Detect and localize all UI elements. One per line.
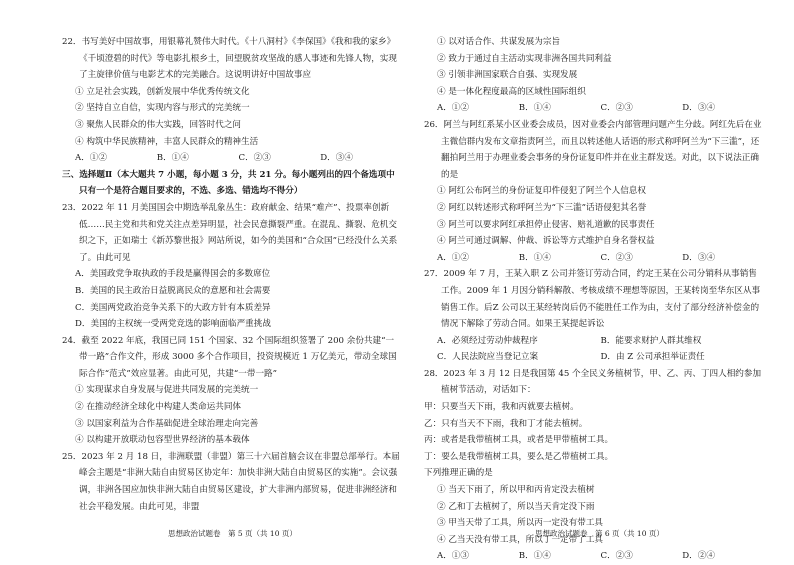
- q22-option-4: ④ 构筑中华民族精神，丰富人民群众的精神生活: [75, 136, 259, 147]
- q27-option-c: C．人民法院应当登记立案: [437, 352, 539, 363]
- page-footer-left: 思想政治试题卷 第 5 页（共 10 页）: [168, 529, 297, 538]
- q28-dialog-line-4: 丁：要么是我带植树工具，要么是乙带植树工具。: [424, 451, 614, 462]
- right-column: [424, 34, 764, 565]
- q23-option-a: A．美国政党争取执政的手段是赢得国会的多数席位: [75, 269, 271, 280]
- q23-option-c: C．美国两党政治竞争关系下的大政方针有本质差异: [75, 302, 271, 313]
- q25-option-4: ④ 是一体化程度最高的区域性国际组织: [437, 86, 586, 97]
- question-26-stem: 26．阿兰与阿红系某小区业委会成员，因对业委会内部管理问题产生分歧。阿红先后在业主微信群内发布文章指责阿兰，而且以转述他人话语的形式称呼阿兰为“下三滥”，还翻拍阿兰用于办理业委会事务的身份证复印件并在业主群发送。对此，以下说法正确的是: [424, 119, 762, 180]
- q24-option-1: ① 实现谋求自身发展与促进共同发展的完美统一: [75, 385, 259, 396]
- q28-option-1: ① 当天下雨了，所以甲和丙肯定没去植树: [437, 485, 595, 496]
- question-27-stem: 27．2009 年 7 月，王某入职 Z 公司并签订劳动合同，约定王某在公司分销科从事销售工作。2009 年 1 月因分销科解散、考核成绩不理想等原因，王某转岗至华东区从事销售工作。后Z 公司以王某经转岗后仍不能胜任工作为由，支付了部分经济补偿金的情况下解除了劳动合同。如果王某提起诉讼: [424, 269, 761, 330]
- question-22-stem: 22．书写美好中国故事，用银幕礼赞伟大时代。《十八洞村》《李保国》《我和我的家乡》《千顷澄碧的时代》等电影扎根乡土，回望脱贫攻坚战的感人事迹和先锋人物，实现了主旋律价值与电影艺术的完美融合。这说明讲好中国故事应: [62, 37, 397, 81]
- q25-option-3: ③ 引领非洲国家联合自强、实现发展: [437, 70, 578, 81]
- q22-option-2: ② 坚持自立自信，实现内容与形式的完美统一: [75, 103, 250, 114]
- q27-option-row-2: [424, 349, 764, 366]
- q22-option-3: ③ 聚焦人民群众的伟大实践，回答时代之问: [75, 119, 242, 130]
- q28-answer-row: [424, 548, 764, 565]
- q22-answer-d: D．③④: [320, 153, 353, 164]
- q27-option-row-1: [424, 333, 764, 350]
- q26-option-3: ③ 阿兰可以要求阿红承担停止侵害、赔礼道歉的民事责任: [437, 219, 655, 230]
- q27-option-a: A．必须经过劳动仲裁程序: [437, 335, 538, 346]
- q23-option-b: B．美国的民主政治日益脱离民众的意愿和社会需要: [75, 285, 271, 296]
- q26-option-4: ④ 阿兰可通过调解、仲裁、诉讼等方式维护自身名誉权益: [437, 236, 655, 247]
- q25-answer-c: C．②③: [600, 103, 633, 114]
- q26-option-1: ① 阿红公布阿兰的身份证复印件侵犯了阿兰个人信息权: [437, 186, 646, 197]
- q28-dialog-line-1: 甲：只要当天下雨，我和丙就要去植树。: [424, 402, 579, 413]
- question-24-stem: 24．截至 2022 年底，我国已同 151 个国家、32 个国际组织签署了 200 余份共建“一带一路”合作文件，形成 3000 多个合作项目，投资规模近 1 万亿美元，带动全球国际合作“范式”效应显著。由此可见，共建“一带一路”: [62, 335, 397, 379]
- q28-dialog-line-2: 乙：只有当天不下雨，我和丁才能去植树。: [424, 418, 588, 429]
- q24-option-2: ② 在推动经济全球化中构建人类命运共同体: [75, 402, 242, 413]
- left-column: [62, 34, 402, 515]
- q22-answer-a: A．①②: [75, 153, 107, 164]
- q23-option-d: D．美国的主权统一受两党竞选的影响面临严重挑战: [75, 319, 271, 330]
- question-28-stem: 28．2023 年 3 月 12 日是我国第 45 个全民义务植树节，甲、乙、丙、丁四人相约参加植树节活动，对话如下：: [424, 368, 762, 396]
- q28-answer-b: B．①④: [518, 551, 551, 562]
- q28-answer-a: A．①③: [437, 551, 469, 562]
- q22-answer-b: B．①④: [156, 153, 189, 164]
- question-25-stem: 25．2023 年 2 月 18 日，非洲联盟（非盟）第三十六届首脑会议在非盟总部举行。本届峰会主题是“非洲大陆自由贸易区协定年：加快非洲大陆自由贸易区的实施”。会议强调，非洲各国应加快非洲大陆自由贸易区建设，扩大非洲内部贸易，促进非洲经济和社会平稳发展。由此可见，非盟: [62, 451, 400, 512]
- q26-answer-c: C．②③: [600, 252, 633, 263]
- q28-option-3: ③ 甲当天带了工具，所以丙一定没有带工具: [437, 518, 604, 529]
- q25-answer-d: D．③④: [682, 103, 715, 114]
- q26-answer-row: [424, 250, 764, 267]
- q28-answer-c: C．②③: [600, 551, 633, 562]
- q25-option-1: ① 以对话合作、共谋发展为宗旨: [437, 37, 561, 47]
- q25-answer-b: B．①④: [518, 103, 551, 114]
- q24-option-3: ③ 以国家利益为合作基础促进全球治理走向完善: [75, 418, 259, 429]
- q25-answer-row: [424, 100, 764, 117]
- q26-option-2: ② 阿红以转述形式称呼阿兰为“下三滥”话语侵犯其名誉: [437, 202, 647, 213]
- page-footer-right: 思想政治试题卷 第 6 页（共 10 页）: [535, 529, 664, 538]
- q27-option-b: B．能要求财护人群其维权: [600, 335, 702, 346]
- q22-answer-row: [62, 150, 402, 167]
- question-23-stem: 23．2022 年 11 月美国国会中期选举乱象丛生：政府献金、结果“难产”、投票率创新低……民主党和共和党关注点差异明显，社会民意撕裂严重。在混乱、撕裂、危机交织之下，正如瑞士《新苏黎世报》网站所说，如今的美国和“合众国”已经没什么关系了。由此可见: [62, 202, 398, 263]
- section-heading: 三、选择题Ⅱ（本大题共 7 小题，每小题 3 分，共 21 分。每小题列出的四个备选项中只有一个是符合题目要求的，不选、多选、错选均不得分）: [62, 169, 395, 197]
- q26-answer-b: B．①④: [518, 252, 551, 263]
- q28-dialog-line-3: 丙：或者是我带植树工具，或者是甲带植树工具。: [424, 435, 614, 446]
- q27-option-d: D．由 Z 公司承担举证责任: [600, 352, 705, 363]
- q22-option-1: ① 立足社会实践，创新发展中华优秀传统文化: [75, 86, 250, 97]
- q22-answer-c: C．②③: [238, 153, 271, 164]
- q28-lead: 下列推理正确的是: [424, 468, 493, 479]
- q25-option-2: ② 致力于通过自主活动实现非洲各国共同利益: [437, 53, 612, 64]
- q28-option-4: ④ 乙当天没有带工具，所以丁一定带了工具: [437, 534, 604, 545]
- q24-option-4: ④ 以构建开放联动包容型世界经济的基本载体: [75, 435, 250, 446]
- q26-answer-d: D．③④: [682, 252, 715, 263]
- q25-answer-a: A．①②: [437, 103, 469, 114]
- q28-answer-d: D．②④: [682, 551, 715, 562]
- q28-option-2: ② 乙和丁去植树了，所以当天肯定没下雨: [437, 501, 595, 512]
- q26-answer-a: A．①②: [437, 252, 469, 263]
